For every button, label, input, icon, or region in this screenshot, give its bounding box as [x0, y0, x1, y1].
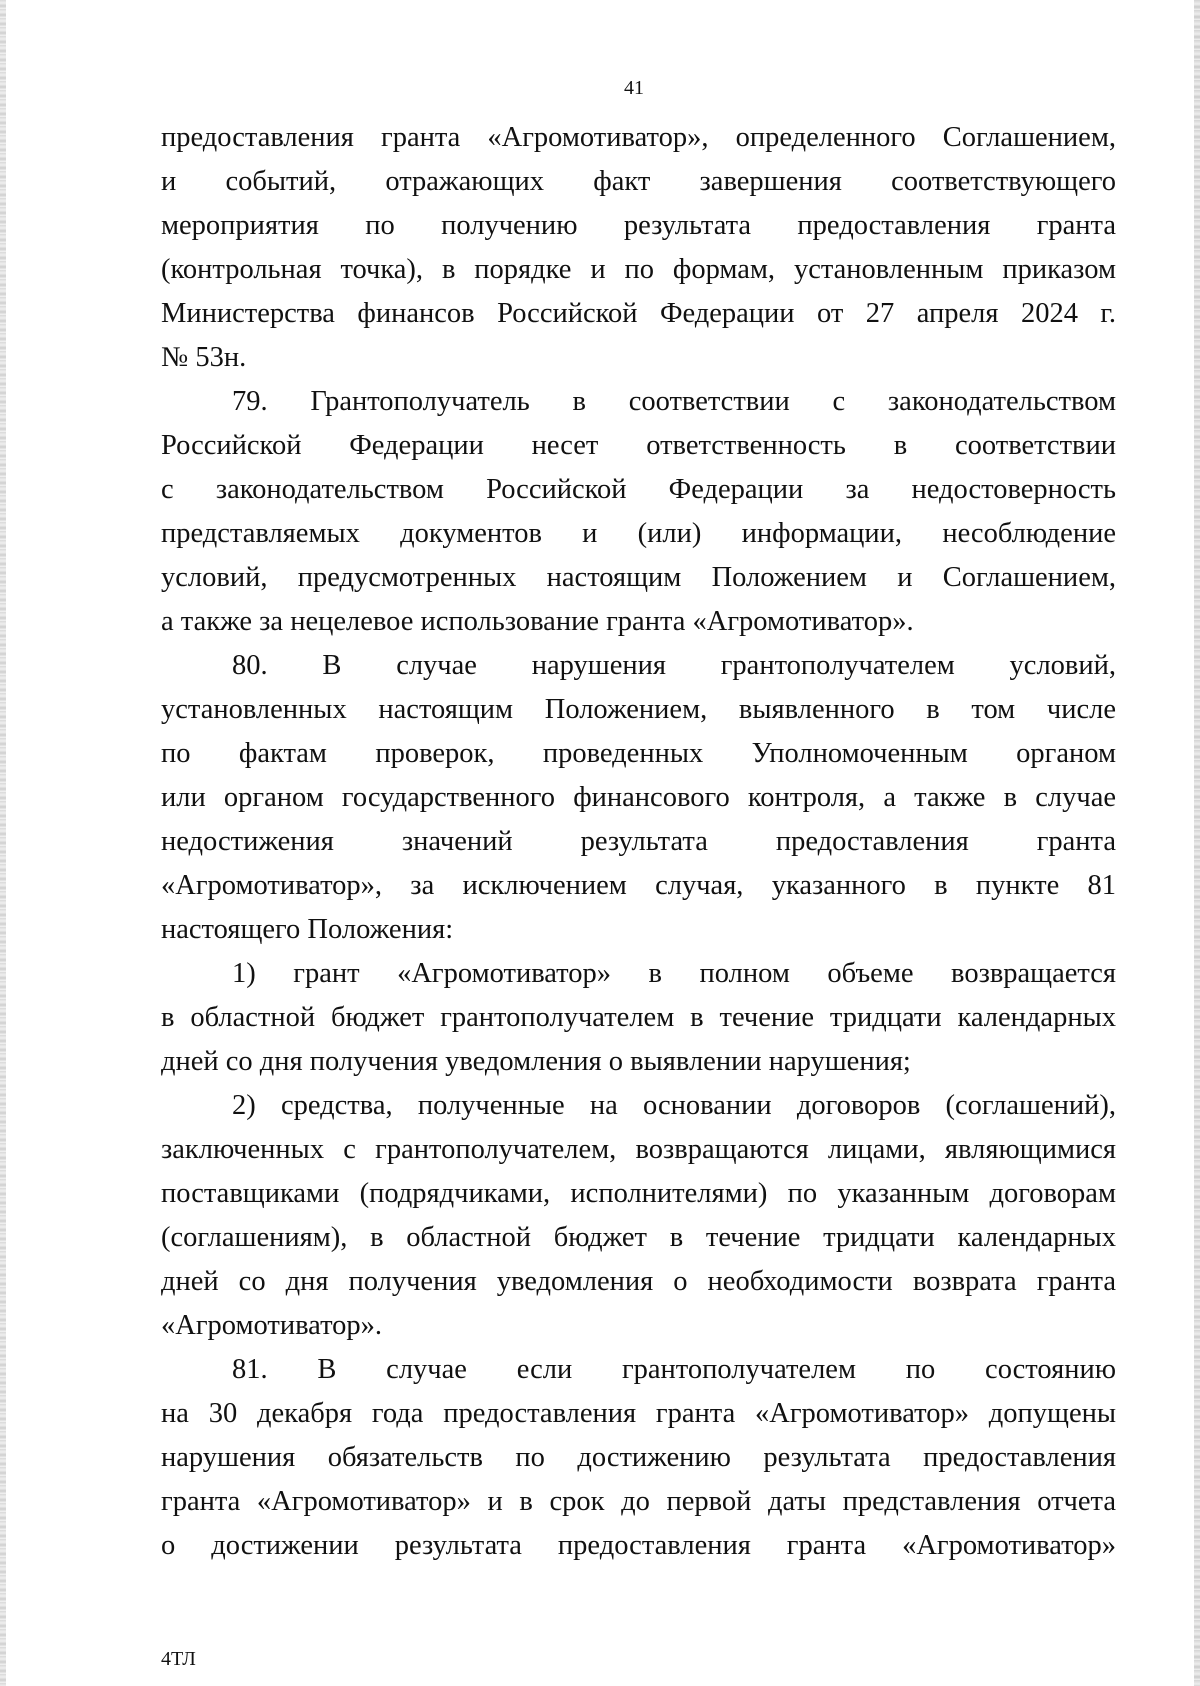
text-line: недостижения значений результата предоставления гранта: [161, 826, 1116, 857]
text-line: а также за нецелевое использование гранта «Агромотиватор».: [161, 606, 914, 637]
text-line: (соглашениям), в областной бюджет в течение тридцати календарных: [161, 1222, 1116, 1253]
text-line: (контрольная точка), в порядке и по формам, установленным приказом: [161, 254, 1116, 285]
text-line: или органом государственного финансового контроля, а также в случае: [161, 782, 1116, 813]
text-line: установленных настоящим Положением, выявленного в том числе: [161, 694, 1116, 725]
text-line: и событий, отражающих факт завершения соответствующего: [161, 166, 1116, 197]
subitem-2-first-line: 2) средства, полученные на основании договоров (соглашений),: [232, 1090, 1116, 1121]
text-line: условий, предусмотренных настоящим Положением и Соглашением,: [161, 562, 1116, 593]
text-line: с законодательством Российской Федерации за недостоверность: [161, 474, 1116, 505]
scan-edge-right: [1194, 0, 1200, 1686]
text-line: дней со дня получения уведомления о необходимости возврата гранта: [161, 1266, 1116, 1297]
footer-code: 4ТЛ: [161, 1648, 196, 1670]
text-line: в областной бюджет грантополучателем в течение тридцати календарных: [161, 1002, 1116, 1033]
text-line: заключенных с грантополучателем, возвращаются лицами, являющимися: [161, 1134, 1116, 1165]
text-line: поставщиками (подрядчиками, исполнителями) по указанным договорам: [161, 1178, 1116, 1209]
text-line: гранта «Агромотиватор» и в срок до первой даты представления отчета: [161, 1486, 1116, 1517]
text-line: дней со дня получения уведомления о выявлении нарушения;: [161, 1046, 911, 1077]
page-number: 41: [624, 77, 644, 99]
text-line: № 53н.: [161, 342, 247, 373]
paragraph-80-first-line: 80. В случае нарушения грантополучателем условий,: [232, 650, 1116, 681]
paragraph-79-first-line: 79. Грантополучатель в соответствии с законодательством: [232, 386, 1116, 417]
text-line: по фактам проверок, проведенных Уполномоченным органом: [161, 738, 1116, 769]
text-line: настоящего Положения:: [161, 914, 454, 945]
text-line: предоставления гранта «Агромотиватор», определенного Соглашением,: [161, 122, 1116, 153]
text-line: нарушения обязательств по достижению результата предоставления: [161, 1442, 1116, 1473]
document-body: [161, 116, 1116, 1568]
text-line: «Агромотиватор».: [161, 1310, 383, 1341]
text-line: на 30 декабря года предоставления гранта «Агромотиватор» допущены: [161, 1398, 1116, 1429]
text-line: «Агромотиватор», за исключением случая, указанного в пункте 81: [161, 870, 1116, 901]
subitem-1-first-line: 1) грант «Агромотиватор» в полном объеме возвращается: [232, 958, 1116, 989]
text-line: Министерства финансов Российской Федерации от 27 апреля 2024 г.: [161, 298, 1116, 329]
text-line: о достижении результата предоставления гранта «Агромотиватор»: [161, 1530, 1116, 1561]
text-line: представляемых документов и (или) информации, несоблюдение: [161, 518, 1116, 549]
paragraph-81-first-line: 81. В случае если грантополучателем по состоянию: [232, 1354, 1116, 1385]
text-line: мероприятия по получению результата предоставления гранта: [161, 210, 1116, 241]
scan-edge-left: [0, 0, 6, 1686]
text-line: Российской Федерации несет ответственность в соответствии: [161, 430, 1116, 461]
